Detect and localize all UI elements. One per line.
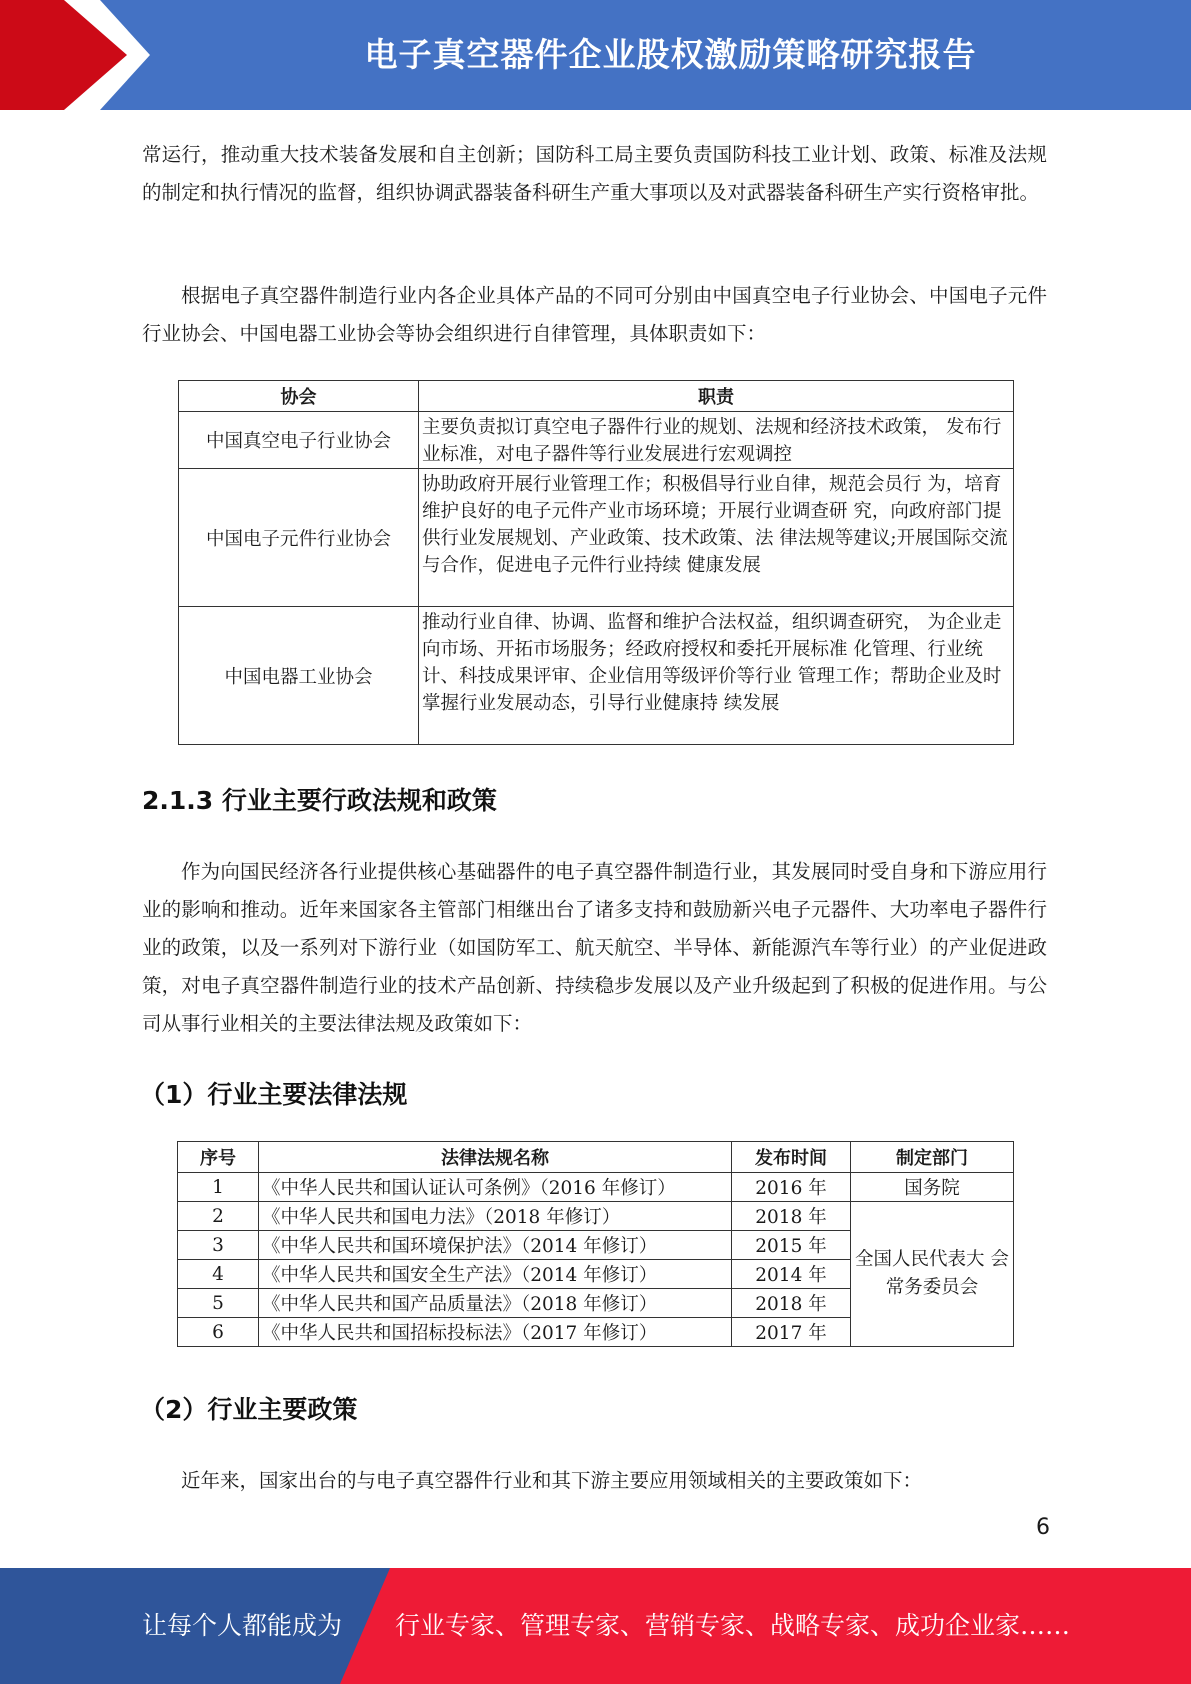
paragraph-industry-policy: 作为向国民经济各行业提供核心基础器件的电子真空器件制造行业，其发展同时受自身和下游应用行业的影响和推动。近年来国家各主管部门相继出台了诸多支持和鼓励新兴电子元器件、大功率电子器件行业的政策，以及一系列对下游行业（如国防军工、航天航空、半导体、新能源汽车等行业）的产业促进政策，对电子真空器件制造行业的技术产品创新、持续稳步发展以及产业升级起到了积极的促进作用。与公司从事行业相关的主要法律法规及政策如下： — [142, 860, 1047, 1035]
table-header-row — [178, 1142, 1014, 1173]
header-chevron-red — [0, 0, 140, 110]
association-name: 中国电器工业协会 — [179, 607, 419, 745]
law-name: 《中华人民共和国环境保护法》（2014 年修订） — [259, 1231, 732, 1260]
association-duty: 协助政府开展行业管理工作；积极倡导行业自律，规范会员行 为，培育维护良好的电子元件产业市场环境；开展行业调查研 究，向政府部门提供行业发展规划、产业政策、技术政策、法 律法规等建议;开展国际交流与合作，促进电子元件行业持续 健康发展 — [419, 469, 1014, 607]
page-number: 6 — [1036, 1515, 1050, 1540]
law-number: 1 — [178, 1173, 259, 1202]
law-number: 4 — [178, 1260, 259, 1289]
column-header-department: 制定部门 — [851, 1142, 1014, 1173]
subsection-heading-laws: （1）行业主要法律法规 — [140, 1080, 408, 1109]
law-name: 《中华人民共和国招标投标法》（2017 年修订） — [259, 1318, 732, 1347]
law-department: 全国人民代表大 会常务委员会 — [851, 1202, 1014, 1347]
table-row — [178, 1173, 1014, 1202]
association-name: 中国电子元件行业协会 — [179, 469, 419, 607]
law-year: 2016 年 — [732, 1173, 851, 1202]
column-header-association: 协会 — [179, 381, 419, 412]
table-row — [179, 469, 1014, 607]
law-number: 2 — [178, 1202, 259, 1231]
column-header-duty: 职责 — [419, 381, 1014, 412]
law-name: 《中华人民共和国产品质量法》（2018 年修订） — [259, 1289, 732, 1318]
association-duty: 主要负责拟订真空电子器件行业的规划、法规和经济技术政策， 发布行业标准，对电子器件等行业发展进行宏观调控 — [419, 412, 1014, 469]
column-header-law-name: 法律法规名称 — [259, 1142, 732, 1173]
paragraph-policies-intro: 近年来，国家出台的与电子真空器件行业和其下游主要应用领域相关的主要政策如下： — [181, 1469, 923, 1492]
table-row — [178, 1202, 1014, 1231]
page-footer — [0, 1568, 1191, 1684]
association-duty: 推动行业自律、协调、监督和维护合法权益，组织调查研究， 为企业走向市场、开拓市场服务；经政府授权和委托开展标准 化管理、行业统计、科技成果评审、企业信用等级评价等行业 管理工作；帮助企业及时掌握行业发展动态，引导行业健康持 续发展 — [419, 607, 1014, 745]
law-department: 国务院 — [851, 1173, 1014, 1202]
table-row — [179, 607, 1014, 745]
paragraph-associations-intro: 根据电子真空器件制造行业内各企业具体产品的不同可分别由中国真空电子行业协会、中国电子元件行业协会、中国电器工业协会等协会组织进行自律管理，具体职责如下： — [142, 284, 1047, 345]
law-number: 5 — [178, 1289, 259, 1318]
law-number: 3 — [178, 1231, 259, 1260]
document-title: 电子真空器件企业股权激励策略研究报告 — [364, 35, 977, 74]
table-row — [179, 412, 1014, 469]
subsection-heading-policies: （2）行业主要政策 — [140, 1395, 358, 1424]
law-year: 2018 年 — [732, 1289, 851, 1318]
associations-table — [178, 380, 1014, 745]
law-year: 2015 年 — [732, 1231, 851, 1260]
footer-slogan-right: 行业专家、管理专家、营销专家、战略专家、成功企业家…… — [395, 1611, 1071, 1640]
law-number: 6 — [178, 1318, 259, 1347]
law-name: 《中华人民共和国安全生产法》（2014 年修订） — [259, 1260, 732, 1289]
paragraph-regulators: 常运行，推动重大技术装备发展和自主创新；国防科工局主要负责国防科技工业计划、政策、标准及法规的制定和执行情况的监督，组织协调武器装备科研生产重大事项以及对武器装备科研生产实行资格审批。 — [142, 143, 1047, 204]
section-heading-2-1-3: 2.1.3 行业主要行政法规和政策 — [142, 786, 497, 815]
column-header-release-date: 发布时间 — [732, 1142, 851, 1173]
column-header-number: 序号 — [178, 1142, 259, 1173]
association-name: 中国真空电子行业协会 — [179, 412, 419, 469]
page-header — [0, 0, 1191, 110]
footer-slogan-left: 让每个人都能成为 — [142, 1611, 343, 1640]
law-year: 2018 年 — [732, 1202, 851, 1231]
laws-table — [177, 1141, 1014, 1347]
law-year: 2014 年 — [732, 1260, 851, 1289]
law-name: 《中华人民共和国电力法》（2018 年修订） — [259, 1202, 732, 1231]
law-name: 《中华人民共和国认证认可条例》（2016 年修订） — [259, 1173, 732, 1202]
law-year: 2017 年 — [732, 1318, 851, 1347]
table-header-row — [179, 381, 1014, 412]
